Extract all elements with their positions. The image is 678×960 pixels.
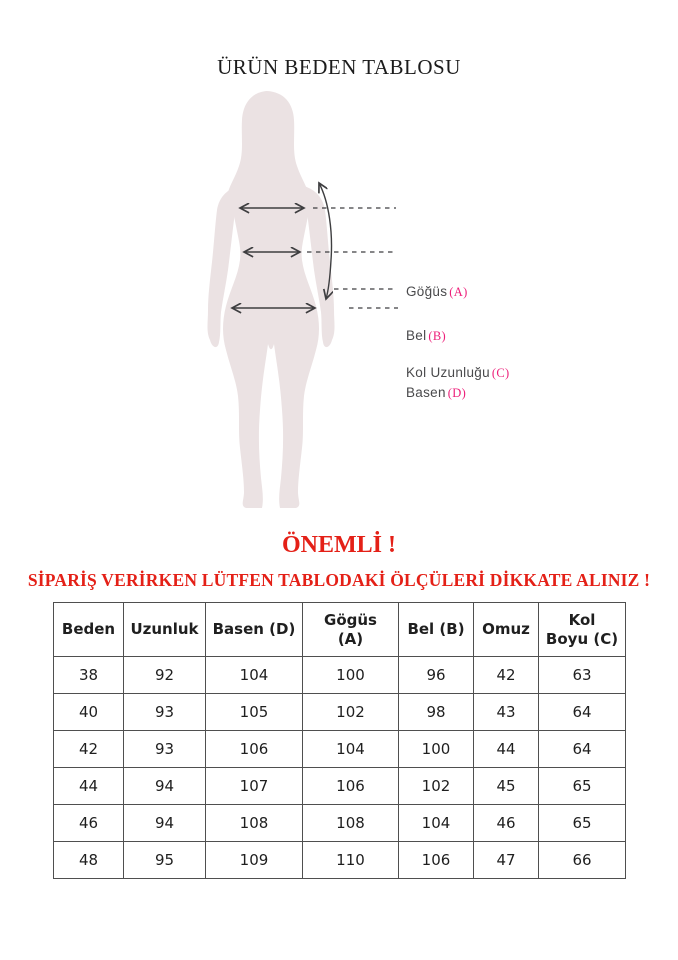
size-table-cell: 107 [206, 768, 303, 805]
size-table-column-header: Gögüs (A) [303, 603, 399, 657]
page-title: ÜRÜN BEDEN TABLOSU [217, 55, 461, 79]
size-table-cell: 42 [54, 731, 124, 768]
size-table-column-header: Beden [54, 603, 124, 657]
size-table-row [54, 805, 626, 842]
size-table-body [54, 657, 626, 879]
size-table-cell: 93 [124, 694, 206, 731]
size-table-cell: 108 [303, 805, 399, 842]
size-table-cell: 45 [474, 768, 539, 805]
size-table-cell: 102 [303, 694, 399, 731]
size-table-row [54, 657, 626, 694]
size-table-cell: 44 [54, 768, 124, 805]
size-table-header-row [54, 603, 626, 657]
size-table-cell: 96 [399, 657, 474, 694]
size-table-cell: 64 [539, 731, 626, 768]
size-table-cell: 100 [303, 657, 399, 694]
size-table-cell: 64 [539, 694, 626, 731]
size-table-cell: 106 [303, 768, 399, 805]
size-table [53, 602, 626, 879]
size-table-cell: 42 [474, 657, 539, 694]
important-heading: ÖNEMLİ ! [282, 532, 396, 558]
size-table-cell: 110 [303, 842, 399, 879]
measure-label-hip [406, 385, 466, 401]
size-table-column-header: Bel (B) [399, 603, 474, 657]
size-table-cell: 44 [474, 731, 539, 768]
measure-label-chest [406, 284, 468, 300]
measure-label-hip-letter: (D) [447, 386, 467, 400]
size-table-column-header: Omuz [474, 603, 539, 657]
size-table-cell: 106 [399, 842, 474, 879]
size-table-column-header: Basen (D) [206, 603, 303, 657]
measure-label-waist-letter: (B) [428, 329, 446, 343]
size-table-cell: 46 [474, 805, 539, 842]
size-table-cell: 95 [124, 842, 206, 879]
female-silhouette-body [223, 168, 319, 508]
measure-label-hip-text: Basen [406, 385, 446, 400]
size-table-cell: 109 [206, 842, 303, 879]
size-table-cell: 47 [474, 842, 539, 879]
body-measurement-diagram [0, 85, 678, 515]
size-table-row [54, 842, 626, 879]
measure-label-arm-length [406, 365, 509, 381]
size-table-cell: 108 [206, 805, 303, 842]
size-table-cell: 94 [124, 768, 206, 805]
size-table-cell: 105 [206, 694, 303, 731]
measure-label-chest-text: Göğüs [406, 284, 448, 299]
size-table-cell: 65 [539, 805, 626, 842]
measure-label-arm-length-letter: (C) [491, 366, 510, 380]
size-table-row [54, 694, 626, 731]
size-table-row [54, 768, 626, 805]
size-table-cell: 40 [54, 694, 124, 731]
size-table-cell: 38 [54, 657, 124, 694]
size-table-cell: 98 [399, 694, 474, 731]
size-table-cell: 104 [399, 805, 474, 842]
size-table-cell: 93 [124, 731, 206, 768]
size-table-column-header: Uzunluk [124, 603, 206, 657]
size-table-cell: 92 [124, 657, 206, 694]
size-table-row [54, 731, 626, 768]
measure-label-waist [406, 328, 446, 344]
size-table-column-header: Kol Boyu (C) [539, 603, 626, 657]
measure-label-chest-letter: (A) [449, 285, 468, 299]
size-table-cell: 63 [539, 657, 626, 694]
size-table-cell: 94 [124, 805, 206, 842]
measure-label-arm-length-text: Kol Uzunluğu [406, 365, 490, 380]
size-table-cell: 104 [303, 731, 399, 768]
size-table-cell: 102 [399, 768, 474, 805]
measure-label-waist-text: Bel [406, 328, 427, 343]
size-table-cell: 100 [399, 731, 474, 768]
size-table-cell: 48 [54, 842, 124, 879]
size-table-cell: 65 [539, 768, 626, 805]
size-table-cell: 43 [474, 694, 539, 731]
warning-text: SİPARİŞ VERİRKEN LÜTFEN TABLODAKİ ÖLÇÜLERİ DİKKATE ALINIZ ! [27, 570, 651, 590]
size-table-cell: 106 [206, 731, 303, 768]
size-table-cell: 104 [206, 657, 303, 694]
size-table-cell: 66 [539, 842, 626, 879]
size-table-cell: 46 [54, 805, 124, 842]
